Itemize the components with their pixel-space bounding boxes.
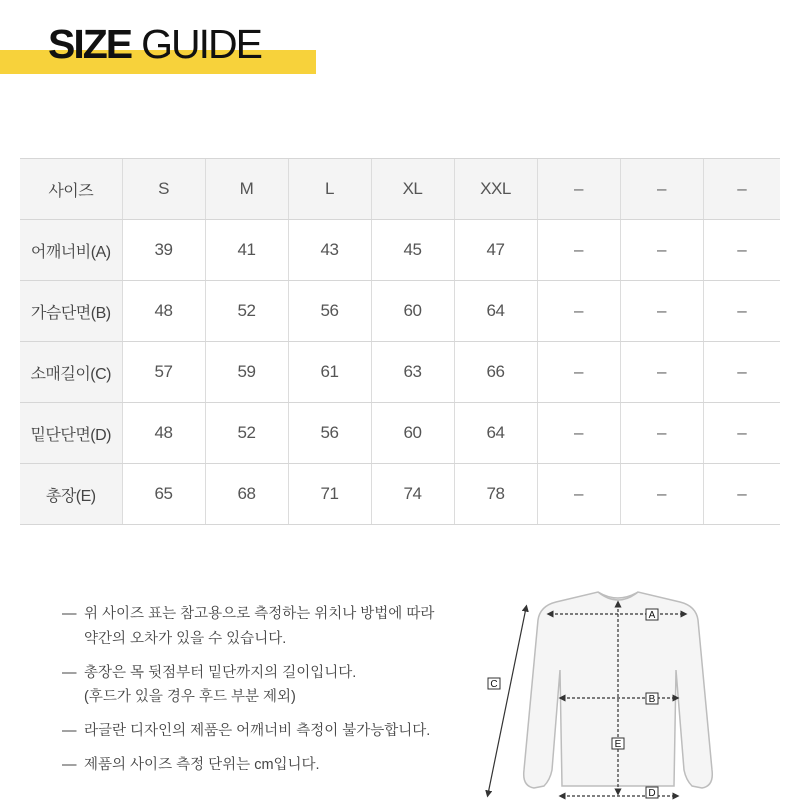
header-cell: XL	[371, 159, 454, 220]
header-cell: M	[205, 159, 288, 220]
row-label: 밑단단면(D)	[20, 403, 122, 464]
table-row	[20, 464, 780, 525]
note-text: 제품의 사이즈 측정 단위는 cm입니다.	[84, 757, 320, 773]
table-cell: 47	[454, 220, 537, 281]
note-item	[62, 758, 320, 773]
note-dash: —	[62, 606, 77, 622]
measure-line-c	[488, 608, 526, 794]
table-cell: –	[537, 281, 620, 342]
table-cell: 64	[454, 281, 537, 342]
table-cell: 64	[454, 403, 537, 464]
header-cell: –	[537, 159, 620, 220]
table-cell: 63	[371, 342, 454, 403]
table-cell: –	[537, 220, 620, 281]
label-b: B	[648, 694, 656, 705]
table-cell: –	[620, 220, 703, 281]
header-cell: S	[122, 159, 205, 220]
note-dash: —	[62, 723, 77, 739]
note-text: 위 사이즈 표는 참고용으로 측정하는 위치나 방법에 따라	[84, 606, 435, 622]
header-cell: –	[703, 159, 780, 220]
table-cell: 60	[371, 403, 454, 464]
table-cell: 61	[288, 342, 371, 403]
row-label: 가슴단면(B)	[20, 281, 122, 342]
label-d: D	[648, 788, 656, 799]
table-cell: 45	[371, 220, 454, 281]
title-size: SIZE	[48, 21, 132, 67]
size-table	[20, 158, 780, 525]
note-dash: —	[62, 757, 77, 773]
table-cell: 48	[122, 403, 205, 464]
table-cell: 41	[205, 220, 288, 281]
table-cell: –	[703, 464, 780, 525]
table-row	[20, 220, 780, 281]
note-item	[62, 666, 356, 681]
table-cell: –	[537, 342, 620, 403]
table-cell: –	[703, 342, 780, 403]
table-cell: 48	[122, 281, 205, 342]
table-cell: 60	[371, 281, 454, 342]
table-cell: 52	[205, 281, 288, 342]
table-cell: –	[620, 403, 703, 464]
note-text: 라글란 디자인의 제품은 어깨너비 측정이 불가능합니다.	[84, 723, 431, 739]
title-guide: GUIDE	[141, 21, 261, 67]
label-e: E	[614, 739, 622, 750]
table-cell: 68	[205, 464, 288, 525]
table-cell: –	[537, 403, 620, 464]
table-cell: 65	[122, 464, 205, 525]
header-cell: L	[288, 159, 371, 220]
table-cell: 71	[288, 464, 371, 525]
table-cell: 59	[205, 342, 288, 403]
row-label: 소매길이(C)	[20, 342, 122, 403]
table-cell: 56	[288, 281, 371, 342]
table-cell: 43	[288, 220, 371, 281]
row-label: 어깨너비(A)	[20, 220, 122, 281]
note-text: 총장은 목 뒷점부터 밑단까지의 길이입니다.	[84, 665, 357, 681]
table-cell: 78	[454, 464, 537, 525]
note-item	[62, 724, 430, 739]
table-cell: 57	[122, 342, 205, 403]
table-cell: –	[703, 403, 780, 464]
note-text-continued: 약간의 오차가 있을 수 있습니다.	[84, 631, 287, 647]
table-cell: –	[703, 281, 780, 342]
table-row	[20, 403, 780, 464]
header-cell: 사이즈	[20, 159, 122, 220]
note-item	[62, 607, 434, 622]
table-cell: –	[703, 220, 780, 281]
table-cell: –	[620, 281, 703, 342]
table-cell: 56	[288, 403, 371, 464]
table-cell: –	[620, 464, 703, 525]
table-header-row	[20, 159, 780, 220]
table-cell: 52	[205, 403, 288, 464]
table-cell: –	[620, 342, 703, 403]
page-title	[48, 21, 261, 67]
sweatshirt-measurement-diagram	[470, 580, 800, 800]
table-cell: –	[537, 464, 620, 525]
note-text-continued: (후드가 있을 경우 후드 부분 제외)	[84, 689, 296, 705]
table-row	[20, 281, 780, 342]
table-row	[20, 342, 780, 403]
table-cell: 39	[122, 220, 205, 281]
label-a: A	[648, 610, 656, 621]
header-cell: –	[620, 159, 703, 220]
note-dash: —	[62, 665, 77, 681]
label-c: C	[490, 679, 498, 690]
row-label: 총장(E)	[20, 464, 122, 525]
table-cell: 74	[371, 464, 454, 525]
table-cell: 66	[454, 342, 537, 403]
header-cell: XXL	[454, 159, 537, 220]
